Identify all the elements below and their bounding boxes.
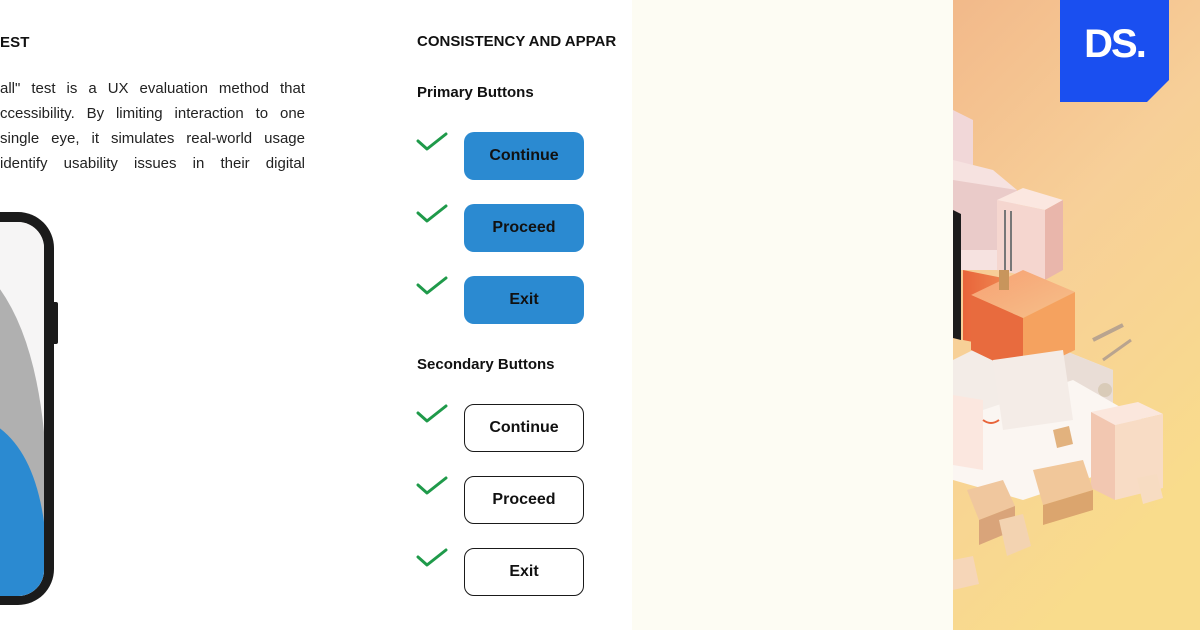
paragraph-line: identify usability issues in their digital [0,155,305,172]
secondary-proceed-button[interactable]: Proceed [464,476,584,524]
primary-proceed-button[interactable]: Proceed [464,204,584,252]
section-heading: EST [0,34,30,51]
checkmark-icon [416,547,448,569]
phone-screen-graphic [0,222,44,596]
paragraph-line: single eye, it simulates real-world usage [0,130,305,147]
checkmark-icon [416,403,448,425]
primary-exit-button[interactable]: Exit [464,276,584,324]
checkmark-icon [416,275,448,297]
intro-paragraph [0,76,305,176]
phone-screen [0,222,44,596]
secondary-buttons-label: Secondary Buttons [417,356,555,373]
secondary-continue-button[interactable]: Continue [464,404,584,452]
logo-text: DS. [1084,22,1145,66]
checkmark-icon [416,203,448,225]
checkmark-icon [416,475,448,497]
paragraph-line: ccessibility. By limiting interaction to one [0,105,305,122]
section-heading: CONSISTENCY AND APPAR [417,33,617,50]
primary-buttons-label: Primary Buttons [417,84,534,101]
checkmark-icon [416,131,448,153]
phone-side-button [54,302,58,344]
cream-panel [632,0,953,630]
phone-mockup [0,212,54,605]
secondary-exit-button[interactable]: Exit [464,548,584,596]
paragraph-line: all" test is a UX evaluation method that [0,80,305,97]
primary-continue-button[interactable]: Continue [464,132,584,180]
